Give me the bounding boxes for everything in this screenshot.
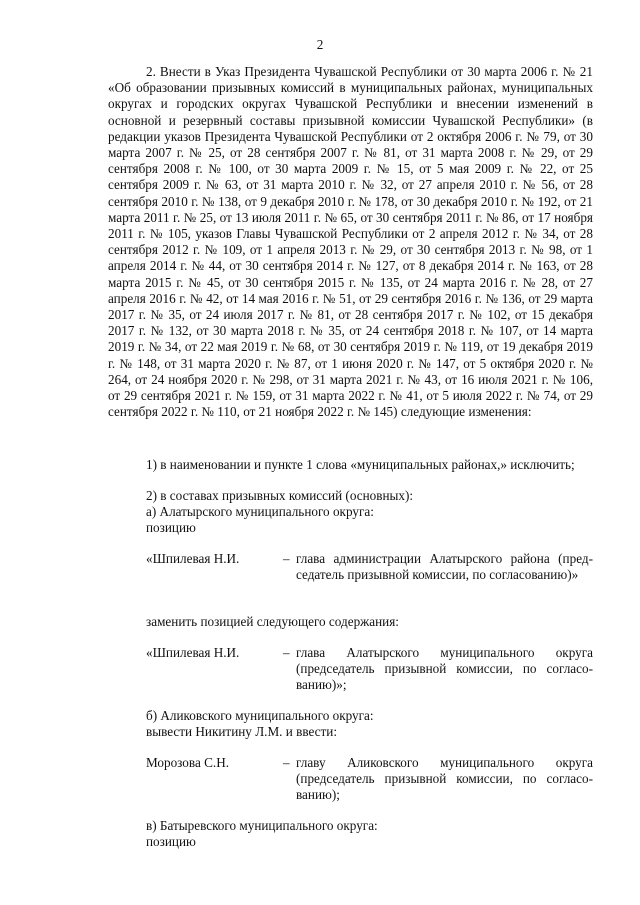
entry-description: глава администрации Алатырского района (председатель призывной комиссии, по согласованию)» (296, 551, 593, 583)
position-label: позицию (146, 520, 196, 535)
list-item-1: 1) в наименовании и пункте 1 слова «муниципальных районах,» исключить; (146, 457, 575, 472)
list-item-2b: б) Аликовского муниципального округа: (146, 708, 374, 723)
entry-name: Морозова С.Н. (146, 755, 230, 770)
entry-name: «Шпилевая Н.И. (146, 645, 240, 660)
entry-description: глава Алатырского муниципального округа (председатель призывной комиссии, по согласованию)»; (296, 645, 593, 693)
list-item-2: 2) в составах призывных комиссий (основных): (146, 488, 414, 503)
entry-name: «Шпилевая Н.И. (146, 551, 240, 566)
entry-dash: – (283, 755, 290, 770)
list-item-2c: в) Батыревского муниципального округа: (146, 818, 378, 833)
entry-description: главу Аликовского муниципального округа (председатель призывной комиссии, по согласованию); (296, 755, 593, 803)
entry-dash: – (283, 645, 290, 660)
paragraph-amendment: 2. Внести в Указ Президента Чувашской Республики от 30 марта 2006 г. № 21 «Об образовании призывных комиссий в муниципальных районах, муниципальных округах и городских округах Чувашской Республики и внесении изменений в основной и резервный составы призывной комиссии Чувашской Республики» (в редакции указов Президента Чувашской Республики от 2 октября 2006 г. № 79, от 30 марта 2007 г. № 25, от 28 сентября 2007 г. № 81, от 31 марта 2008 г. № 29, от 29 сентября 2008 г. № 100, от 30 марта 2009 г. № 15, от 5 мая 2009 г. № 22, от 25 сентября 2009 г. № 63, от 31 марта 2010 г. № 32, от 27 апреля 2010 г. № 56, от 28 сентября 2010 г. № 138, от 9 декабря 2010 г. № 178, от 30 декабря 2010 г. № 192, от 21 марта 2011 г. № 25, от 13 июля 2011 г. № 65, от 30 сентября 2011 г. № 86, от 17 ноября 2011 г. № 105, указов Главы Чувашской Республики от 2 апреля 2012 г. № 34, от 28 сентября 2012 г. № 109, от 1 апреля 2013 г. № 29, от 30 сентября 2013 г. № 98, от 1 апреля 2014 г. № 44, от 30 сентября 2014 г. № 127, от 8 декабря 2014 г. № 163, от 28 марта 2015 г. № 45, от 30 сентября 2015 г. № 135, от 24 марта 2016 г. № 28, от 27 апреля 2016 г. № 42, от 14 мая 2016 г. № 51, от 29 сентября 2016 г. № 136, от 29 марта 2017 г. № 35, от 24 июля 2017 г. № 81, от 28 сентября 2017 г. № 102, от 15 декабря 2017 г. № 132, от 30 марта 2018 г. № 35, от 24 сентября 2018 г. № 107, от 14 марта 2019 г. № 34, от 22 мая 2019 г. № 68, от 30 сентября 2019 г. № 119, от 19 декабря 2019 г. № 148, от 31 марта 2020 г. № 87, от 1 июня 2020 г. № 147, от 5 октября 2020 г. № 264, от 24 ноября 2020 г. № 298, от 31 марта 2021 г. № 43, от 16 июля 2021 г. № 106, от 29 сентября 2021 г. № 159, от 31 марта 2022 г. № 41, от 5 июля 2022 г. № 74, от 29 сентября 2022 г. № 110, от 21 ноября 2022 г. № 145) следующие изменения: (108, 64, 593, 420)
replace-instruction: заменить позицией следующего содержания: (146, 614, 399, 629)
list-item-2a: а) Алатырского муниципального округа: (146, 504, 374, 519)
introduce-instruction: вывести Никитину Л.М. и ввести: (146, 724, 338, 739)
position-label: позицию (146, 834, 196, 849)
entry-dash: – (283, 551, 290, 566)
page-number: 2 (316, 37, 324, 52)
